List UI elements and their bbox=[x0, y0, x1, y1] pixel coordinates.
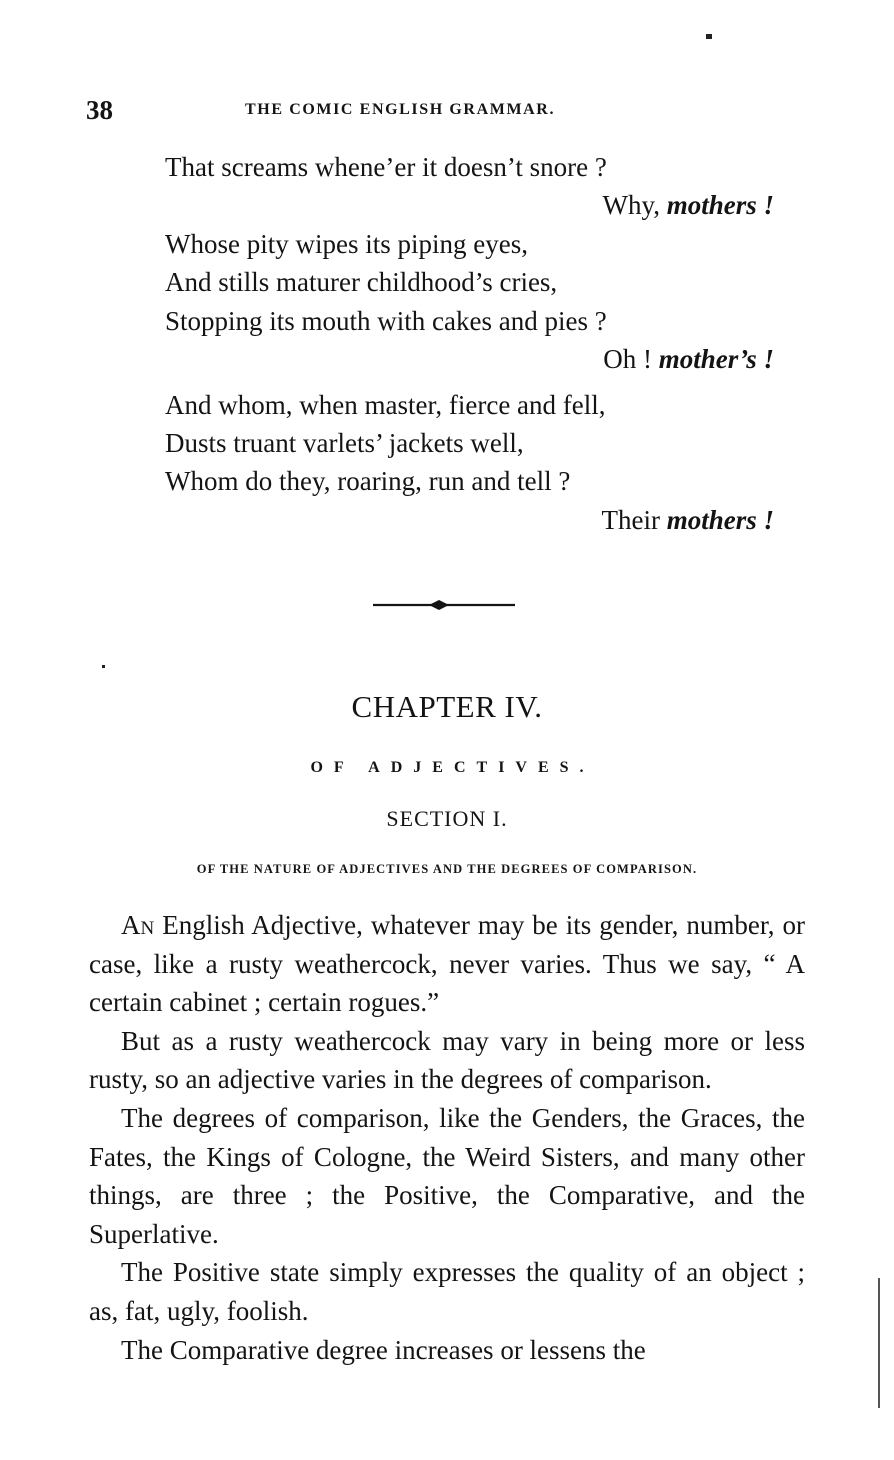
paragraph: The Comparative degree increases or lessens the bbox=[121, 1334, 646, 1365]
chapter-subtitle: OF ADJECTIVES. bbox=[310, 759, 595, 776]
poem-refrain bbox=[601, 505, 774, 536]
page-number: 38 bbox=[86, 95, 113, 125]
poem-line: That screams whene’er it doesn’t snore ? bbox=[165, 152, 607, 182]
poem-line: Whom do they, roaring, run and tell ? bbox=[165, 466, 571, 496]
paragraph: But as a rusty weathercock may vary in being more or less rusty, so an adjective varies in the degrees of comparison. bbox=[89, 1025, 805, 1095]
paragraph: The Positive state simply expresses the quality of an object ; as, fat, ugly, foolish. bbox=[89, 1257, 805, 1326]
paragraph: The degrees of comparison, like the Genders, the Graces, the Fates, the Kings of Cologne, the Weird Sisters, and many other things, are three ; the Positive, the Comparative, and the Superlative. bbox=[89, 1102, 805, 1249]
poem-line: Dusts truant varlets’ jackets well, bbox=[165, 428, 524, 458]
scan-edge-mark bbox=[878, 1278, 880, 1408]
scan-speck bbox=[102, 665, 105, 668]
paragraph: An English Adjective, whatever may be its gender, number, or case, like a rusty weathercock, never varies. Thus we say, “ A certain cabinet ; certain rogues.” bbox=[89, 910, 805, 1018]
refrain-italic: mother’s ! bbox=[658, 344, 774, 374]
refrain-prefix: Oh ! bbox=[603, 344, 659, 374]
section-title: SECTION I. bbox=[386, 806, 508, 831]
poem-line: Stopping its mouth with cakes and pies ? bbox=[165, 306, 607, 336]
refrain-italic: mothers ! bbox=[666, 190, 774, 220]
poem-line: Whose pity wipes its piping eyes, bbox=[165, 229, 528, 259]
poem-refrain bbox=[603, 344, 774, 375]
scan-speck bbox=[706, 34, 712, 39]
refrain-prefix: Their bbox=[601, 505, 667, 535]
body-text bbox=[89, 906, 805, 1369]
poem-refrain bbox=[602, 190, 774, 221]
poem-line: And whom, when master, fierce and fell, bbox=[165, 390, 606, 420]
ornament-divider-icon bbox=[373, 597, 515, 613]
dropcap-word: An bbox=[121, 910, 155, 940]
section-heading: OF THE NATURE OF ADJECTIVES AND THE DEGREES OF COMPARISON. bbox=[196, 862, 698, 876]
refrain-italic: mothers ! bbox=[666, 505, 774, 535]
refrain-prefix: Why, bbox=[602, 190, 667, 220]
chapter-title: CHAPTER IV. bbox=[351, 689, 543, 724]
poem-line: And stills maturer childhood’s cries, bbox=[165, 267, 558, 297]
running-title: THE COMIC ENGLISH GRAMMAR. bbox=[245, 101, 556, 118]
